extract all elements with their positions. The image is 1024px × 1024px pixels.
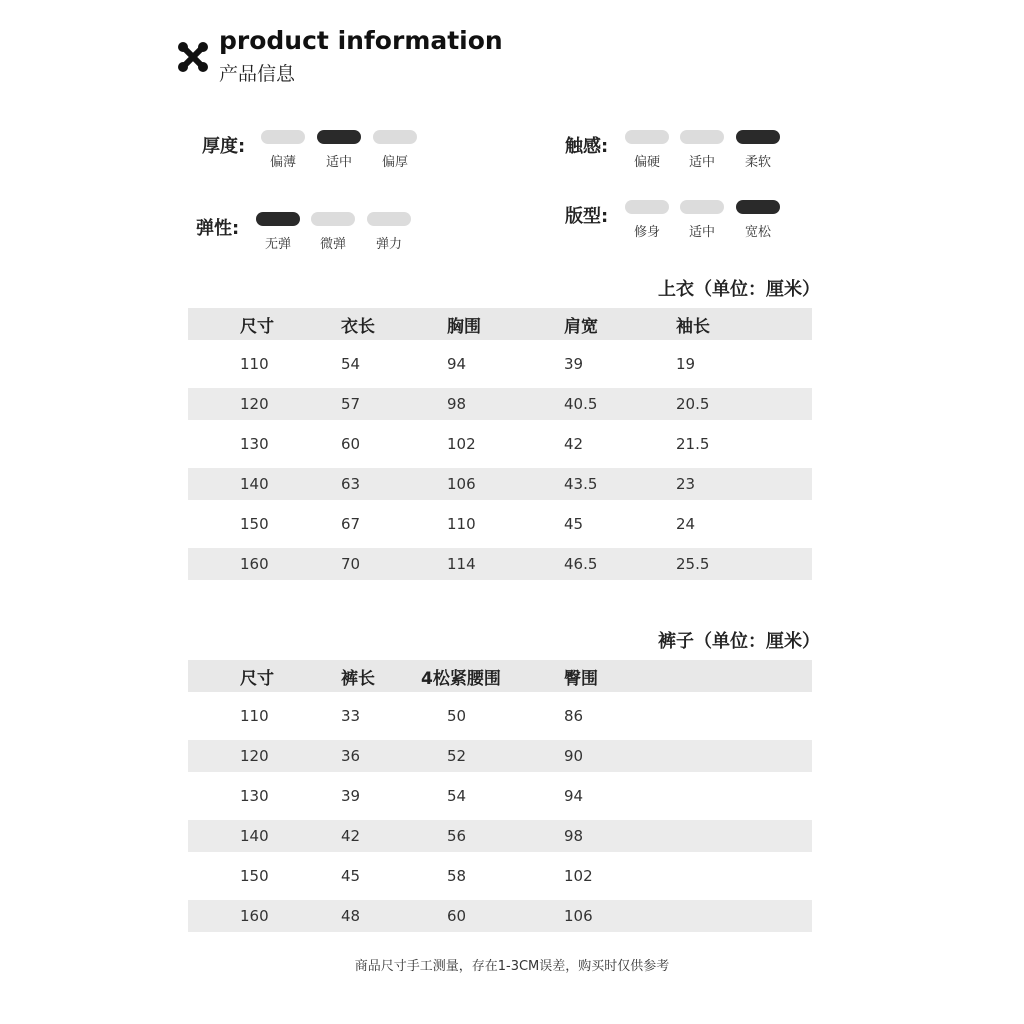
attr-label: 版型:: [565, 206, 609, 227]
cell: 19: [676, 355, 696, 373]
cell: [643, 900, 812, 932]
option-item: [311, 212, 355, 252]
cell: 94: [564, 787, 584, 805]
cell: 50: [447, 707, 467, 725]
cell: 150: [240, 515, 269, 533]
cell: 130: [240, 435, 269, 453]
cell: 46.5: [528, 548, 643, 580]
top-size-table: [188, 308, 812, 580]
table-row: [188, 340, 812, 388]
cell: 67: [341, 515, 361, 533]
cell: 45: [341, 867, 361, 885]
pants-table-caption: 裤子（单位：厘米）: [658, 631, 820, 652]
column-header: 尺寸: [188, 660, 298, 692]
cell: 40.5: [528, 388, 643, 420]
table-row: [188, 820, 812, 852]
cell: 120: [188, 740, 298, 772]
table-row: [188, 852, 812, 900]
column-header: 肩宽: [528, 308, 643, 340]
level-pill: [261, 130, 305, 144]
option-label: 偏硬: [633, 155, 660, 170]
option-label: 宽松: [744, 225, 771, 240]
page-subtitle: 产品信息: [219, 63, 296, 85]
cell: 25.5: [643, 548, 812, 580]
table-row: [188, 772, 812, 820]
cell: 160: [188, 548, 298, 580]
cell: 106: [528, 900, 643, 932]
option-label: 适中: [688, 155, 715, 170]
cell: 90: [528, 740, 643, 772]
cell: [643, 692, 812, 740]
cell: 60: [413, 900, 528, 932]
table-row: [188, 740, 812, 772]
page-title: product information: [219, 26, 503, 55]
cell: 130: [240, 787, 269, 805]
option-item: [736, 200, 780, 240]
table-header-row: [188, 660, 812, 692]
table-row: [188, 692, 812, 740]
attr-label: 弹性:: [196, 218, 240, 239]
cell: 36: [298, 740, 413, 772]
cell: 48: [298, 900, 413, 932]
attr-label: 厚度:: [202, 136, 246, 157]
cell: 20.5: [643, 388, 812, 420]
attr-label: 触感:: [565, 136, 609, 157]
option-item: [736, 130, 780, 170]
level-pill: [625, 200, 669, 214]
option-item: [625, 130, 669, 170]
cell: 23: [643, 468, 812, 500]
cell: 39: [564, 355, 584, 373]
option-item: [625, 200, 669, 240]
level-pill: [680, 200, 724, 214]
cell: 110: [447, 515, 476, 533]
table-header-row: [188, 308, 812, 340]
cell: 54: [341, 355, 361, 373]
option-label: 微弹: [319, 237, 346, 252]
measurement-note: 商品尺寸手工测量，存在1-3CM误差，购买时仅供参考: [354, 959, 670, 974]
column-header: 衣长: [298, 308, 413, 340]
column-header: 4松紧腰围: [413, 660, 528, 692]
option-item: [680, 200, 724, 240]
option-item: [373, 130, 417, 170]
cell: 120: [188, 388, 298, 420]
option-item: [680, 130, 724, 170]
option-label: 柔软: [744, 155, 771, 170]
cell: [643, 820, 812, 852]
column-header: [643, 660, 812, 692]
cell: 39: [341, 787, 361, 805]
cell: 106: [413, 468, 528, 500]
option-item: [256, 212, 300, 252]
option-label: 适中: [688, 225, 715, 240]
table-row: [188, 420, 812, 468]
cell: 70: [298, 548, 413, 580]
table-row: [188, 500, 812, 548]
cell: 110: [240, 707, 269, 725]
table-row: [188, 468, 812, 500]
cell: 150: [240, 867, 269, 885]
level-pill-selected: [736, 130, 780, 144]
cell: 140: [188, 468, 298, 500]
cell: 160: [188, 900, 298, 932]
option-label: 修身: [633, 225, 660, 240]
cell: 102: [564, 867, 593, 885]
cell: 33: [341, 707, 361, 725]
cell: 45: [564, 515, 584, 533]
level-pill: [311, 212, 355, 226]
level-pill-selected: [317, 130, 361, 144]
option-item: [367, 212, 411, 252]
cell: 110: [240, 355, 269, 373]
cell: 57: [298, 388, 413, 420]
cell: 102: [447, 435, 476, 453]
cell: [643, 852, 812, 900]
option-label: 无弹: [264, 237, 291, 252]
cell: 54: [447, 787, 467, 805]
cell: 24: [676, 515, 696, 533]
level-pill: [367, 212, 411, 226]
table-row: [188, 900, 812, 932]
option-label: 适中: [325, 155, 352, 170]
table-row: [188, 388, 812, 420]
option-label: 偏厚: [381, 155, 408, 170]
cell: 43.5: [528, 468, 643, 500]
cell: 58: [447, 867, 467, 885]
cell: [643, 772, 812, 820]
level-pill-selected: [736, 200, 780, 214]
cell: 21.5: [676, 435, 710, 453]
column-header: 袖长: [643, 308, 812, 340]
top-table-caption: 上衣（单位：厘米）: [658, 279, 820, 300]
cell: 52: [413, 740, 528, 772]
column-header: 尺寸: [188, 308, 298, 340]
option-label: 弹力: [375, 237, 402, 252]
option-item: [317, 130, 361, 170]
pants-size-table: [188, 660, 812, 932]
level-pill: [373, 130, 417, 144]
column-header: 裤长: [298, 660, 413, 692]
cell: 98: [413, 388, 528, 420]
option-label: 偏薄: [269, 155, 296, 170]
table-row: [188, 548, 812, 580]
level-pill: [625, 130, 669, 144]
cell: 114: [413, 548, 528, 580]
cell: [643, 740, 812, 772]
option-item: [261, 130, 305, 170]
cross-logo-icon: [178, 42, 208, 72]
cell: 86: [564, 707, 584, 725]
cell: 94: [447, 355, 467, 373]
cell: 63: [298, 468, 413, 500]
cell: 42: [298, 820, 413, 852]
level-pill: [680, 130, 724, 144]
column-header: 胸围: [413, 308, 528, 340]
cell: 42: [564, 435, 584, 453]
column-header: 臀围: [528, 660, 643, 692]
level-pill-selected: [256, 212, 300, 226]
cell: 56: [413, 820, 528, 852]
cell: 98: [528, 820, 643, 852]
cell: 60: [341, 435, 361, 453]
cell: 140: [188, 820, 298, 852]
